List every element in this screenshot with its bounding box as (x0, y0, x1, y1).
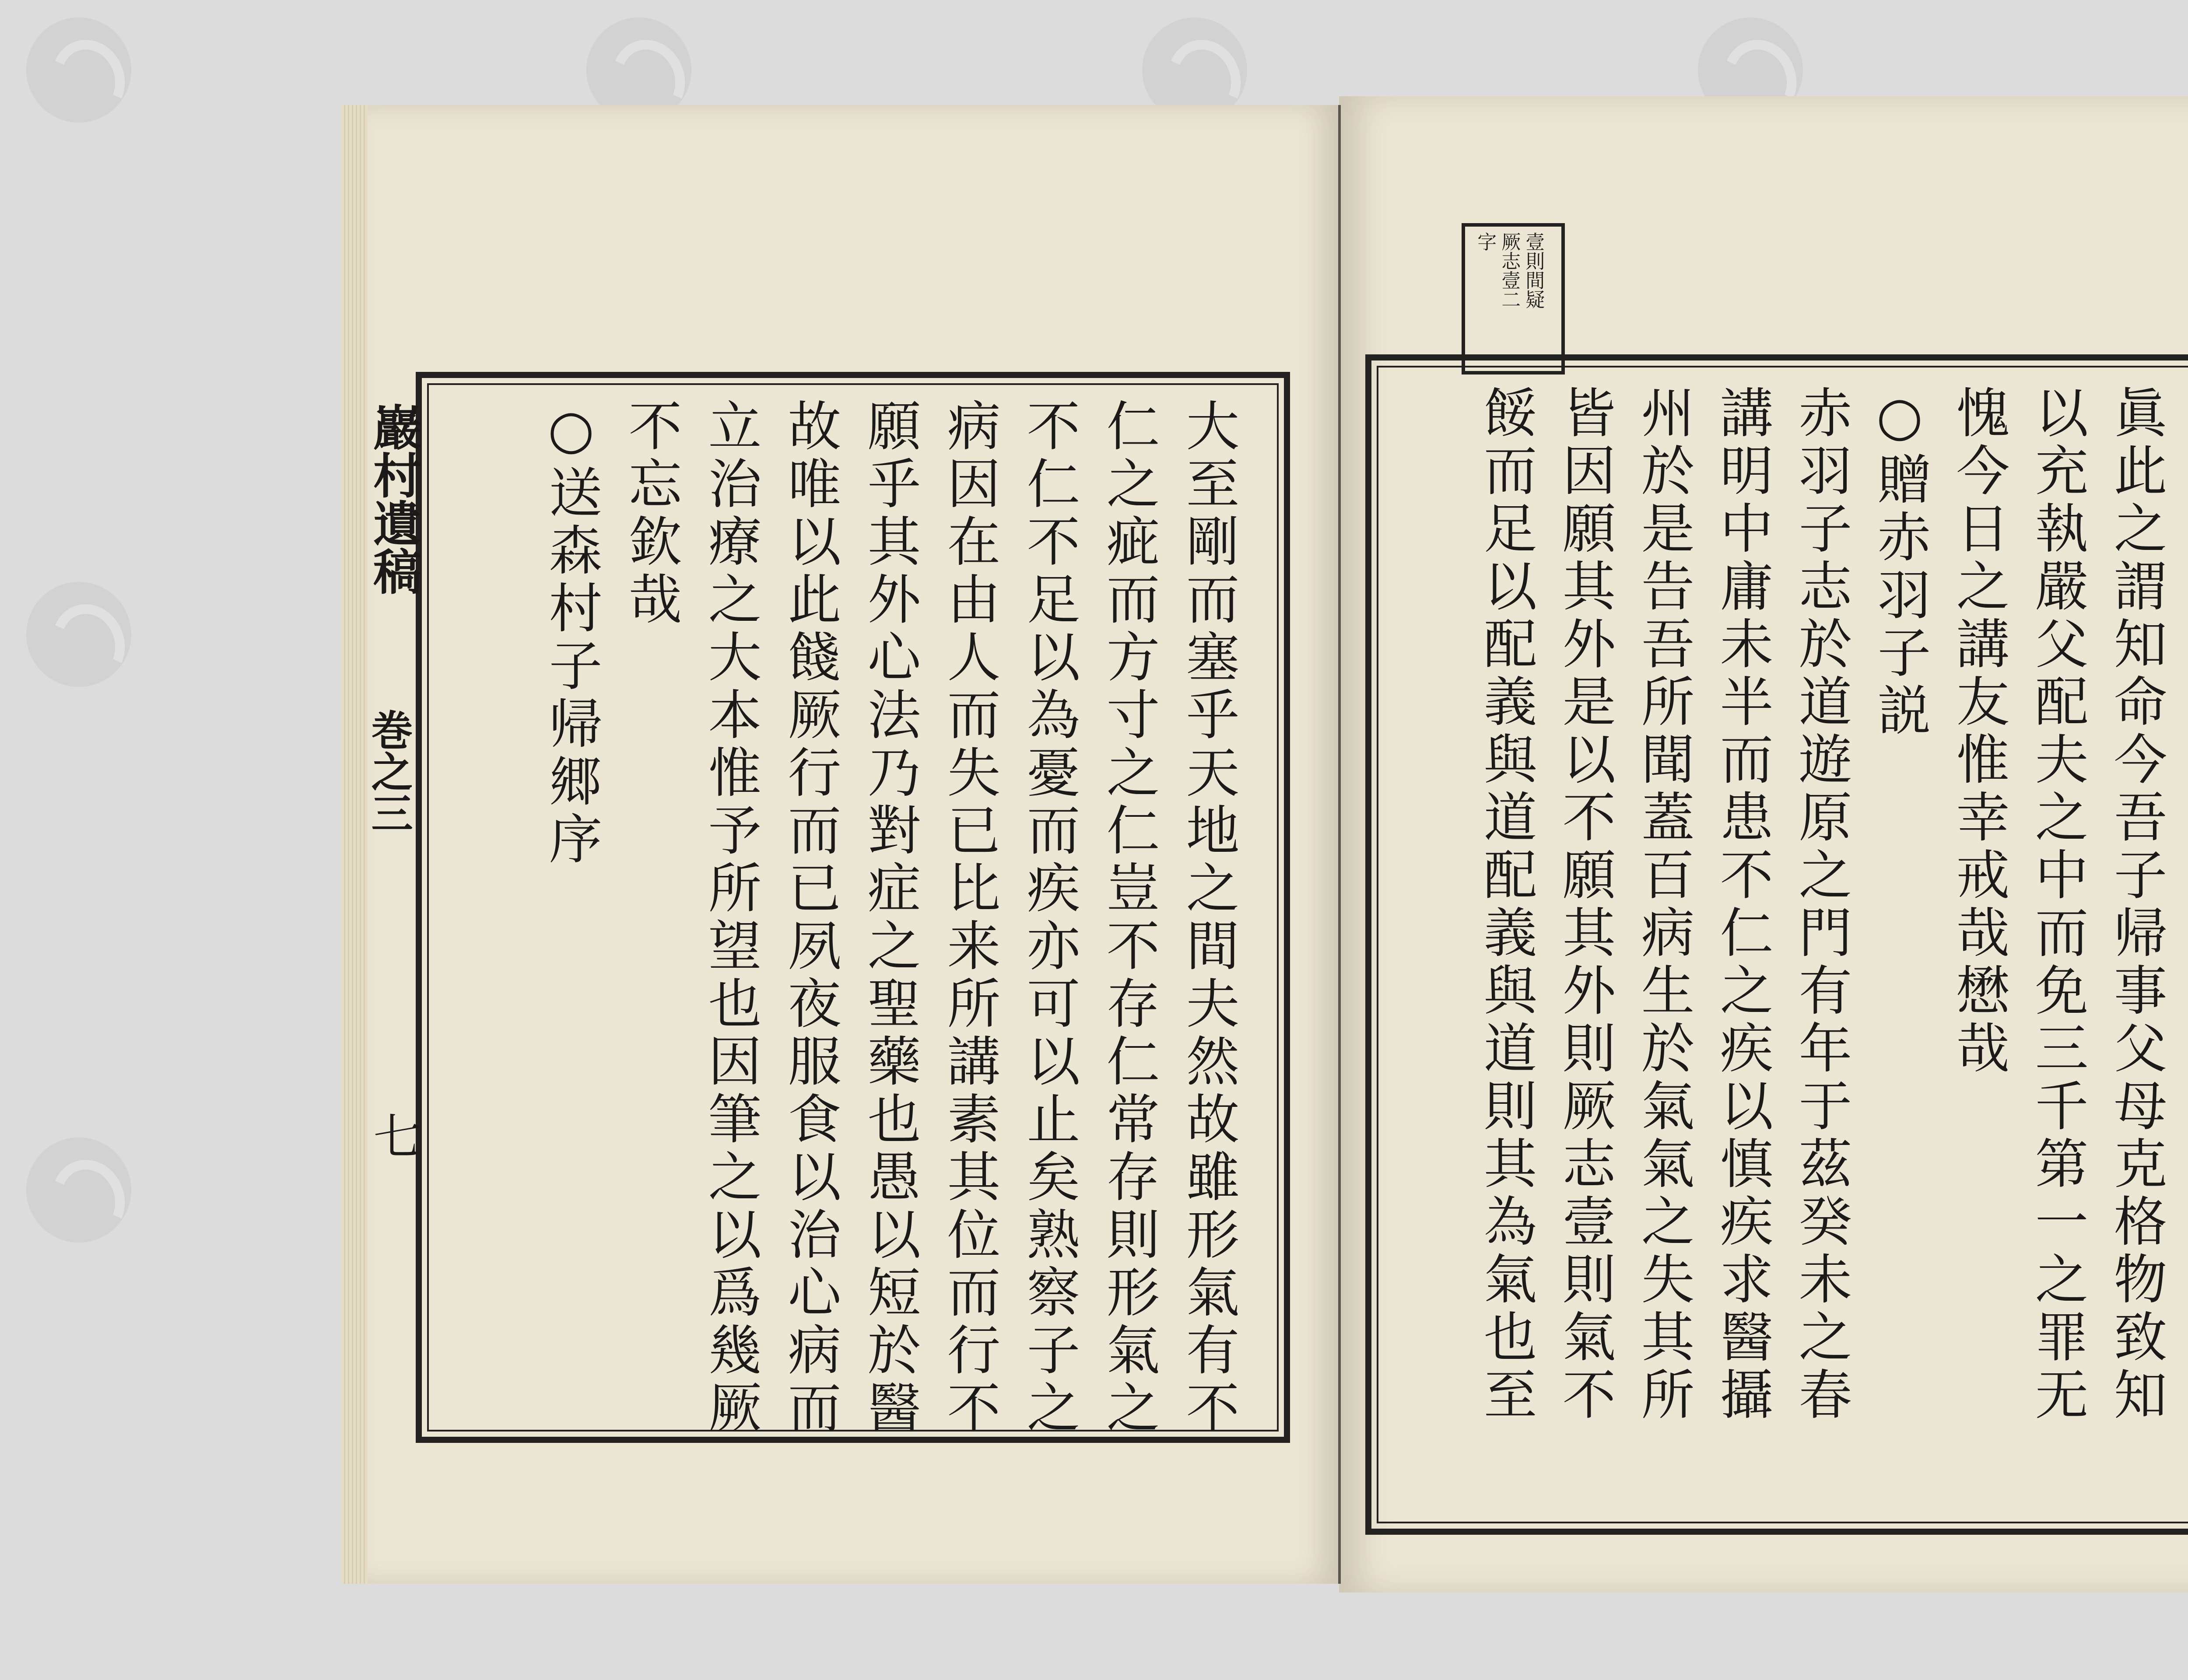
left-column-5: 願乎其外心法乃對症之聖藥也愚以短於醫 (859, 398, 921, 1438)
watermark-logo-6 (26, 582, 131, 687)
left-column-6: 故唯以此餞厥行而已夙夜服食以治心病而 (779, 398, 841, 1438)
watermark-logo-8 (26, 1138, 131, 1242)
right-column-5: 赤羽子志於道遊原之門有年于茲癸未之春 (1790, 385, 1852, 1424)
right-column-6: 講明中庸未半而患不仁之疾以慎疾求醫攝 (1711, 385, 1773, 1424)
left-column-1: 大至剛而塞乎天地之間夫然故雖形氣有不 (1177, 398, 1239, 1438)
right-column-7: 州於是告吾所聞蓋百病生於氣氣之失其所 (1632, 385, 1694, 1424)
left-column-2: 仁之疵而方寸之仁豈不存仁常存則形氣之 (1098, 398, 1160, 1438)
left-folio: 七 (365, 1111, 421, 1159)
right-column-1: 眞此之謂知命今吾子帰事父母克格物致知 (2105, 385, 2167, 1424)
left-column-7: 立治療之大本惟予所望也因筆之以爲幾厥 (699, 398, 761, 1438)
headnote-line-1: 壹則間疑 (1522, 232, 1545, 309)
right-column-4: ○贈赤羽子説 (1869, 385, 1931, 740)
left-column-3: 不仁不足以為憂而疾亦可以止矣熟察子之 (1018, 398, 1080, 1438)
left-margin-title: 巖村遺稿 (365, 402, 422, 595)
open-book (341, 79, 2188, 1575)
headnote-line-2: 厥志壹二 (1498, 232, 1521, 309)
right-column-3: 愧今日之講友惟幸戒哉懋哉 (1947, 385, 2009, 1078)
right-column-8: 皆因願其外是以不願其外則厥志壹則氣不 (1553, 385, 1616, 1424)
left-column-8: 不忘欽哉 (620, 398, 682, 629)
spine-gutter (1338, 105, 1341, 1584)
right-column-9: 餒而足以配義與道配義與道則其為氣也至 (1475, 385, 1537, 1424)
watermark-logo-1 (26, 18, 131, 122)
headnote-line-3: 字 (1474, 232, 1497, 251)
left-column-9: ○送森村子帰郷序 (540, 398, 602, 869)
left-margin-volume: 巻之三 (365, 709, 413, 833)
left-column-4: 病因在由人而失已比来所講素其位而行不 (938, 398, 1000, 1438)
right-column-2: 以充執嚴父配夫之中而免三千第一之罪无 (2026, 385, 2088, 1424)
